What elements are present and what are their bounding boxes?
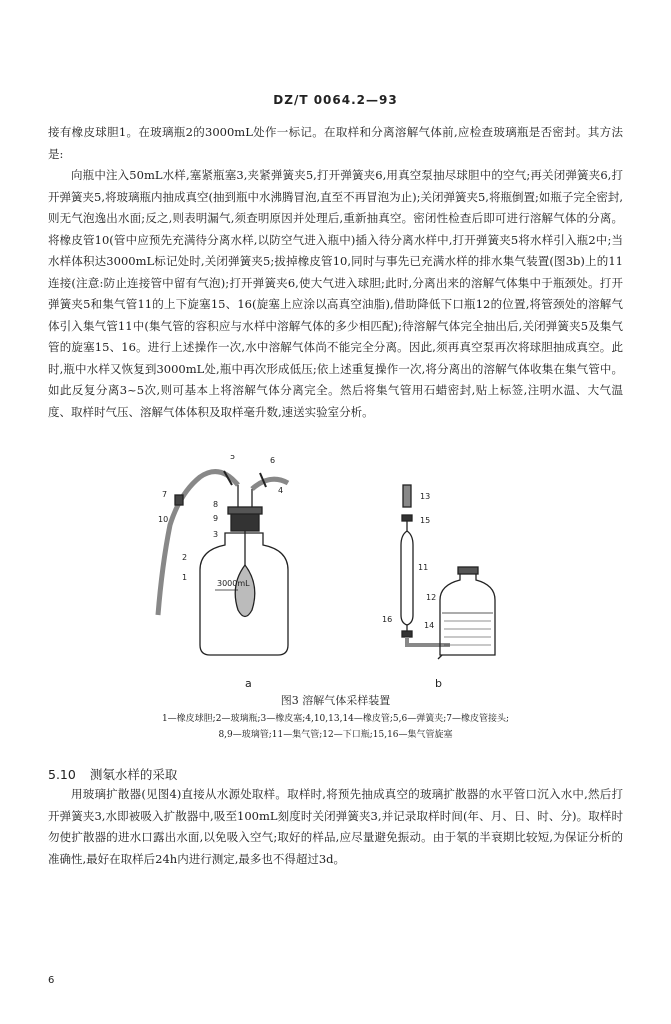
subfigure-b-label: b: [435, 677, 442, 690]
tube-joint-7: [175, 495, 183, 505]
rubber-tube-14: [407, 637, 450, 645]
stopcock-16: [402, 631, 412, 637]
apparatus-a: [158, 471, 288, 655]
callout-5: 5: [230, 455, 236, 461]
rubber-stopper-3: [231, 513, 259, 531]
callout-6: 6: [270, 456, 276, 465]
callout-12: 12: [426, 593, 437, 602]
callout-16: 16: [382, 615, 393, 624]
upper-text-block: [48, 122, 623, 423]
callout-13: 13: [420, 492, 431, 501]
section-heading: [48, 765, 177, 783]
figure-legend-line2: 8,9—玻璃管;11—集气管;12—下口瓶;15,16—集气管旋塞: [218, 730, 453, 740]
callout-15: 15: [420, 516, 431, 525]
callout-3: 3: [213, 530, 219, 539]
callout-1: 1: [182, 573, 188, 582]
apparatus-b: [401, 485, 495, 659]
callout-2: 2: [182, 553, 188, 562]
page-header: DZ/T 0064.2—93: [273, 93, 398, 107]
section-title: 测氡水样的采取: [89, 767, 178, 782]
callout-11: 11: [418, 563, 429, 572]
lower-outlet-bottle-12: [440, 573, 495, 655]
paragraph-procedure: 向瓶中注入50mL水样,塞紧瓶塞3,夹紧弹簧夹5,打开弹簧夹6,用真空泵抽尽球胆中的空气;再关闭弹簧夹6,打开弹簧夹5,将玻璃瓶内抽成真空(抽到瓶中水沸腾冒泡,直至不再冒泡为止);关闭弹簧夹5,将瓶倒置;如瓶子完全密封,则无气泡逸出水面;反之,则表明漏气,须查明原因并处理后,重新抽真空。密闭性检查后即可进行溶解气体的分离。将橡皮管10(管中应预先充满待分离水样,以防空气进入瓶中)插入待分离水样中,打开弹簧夹5将水样引入瓶2中;当水样体积达3000mL标记处时,关闭弹簧夹5;拔掉橡皮管10,同时与事先已充满水样的排水集气装置(图3b)上的11连接(注意:防止连接管中留有气泡);打开弹簧夹6,使大气进入球胆;此时,分离出来的溶解气体集中于瓶颈处。打开弹簧夹5和集气管11的上下旋塞15、16(旋塞上应涂以高真空油脂),借助降低下口瓶12的位置,将管颈处的溶解气体引入集气管11中(集气管的容积应与水样中溶解气体的多少相匹配);待溶解气体完全抽出后,关闭弹簧夹5及集气管的旋塞15、16。进行上述操作一次,水中溶解气体尚不能完全分离。因此,须再真空泵再次将球胆抽成真空。此时,瓶中水样又恢复到3000mL处,瓶中再次形成低压;依上述重复操作一次,将分离出的溶解气体收集在集气管中。如此反复分离3~5次,则可基本上将溶解气体分离完全。然后将集气管用石蜡密封,贴上标签,注明水温、大气温度、取样时气压、溶解气体体积及取样毫升数,速送实验室分析。: [48, 168, 623, 419]
paragraph-radon: 用玻璃扩散器(见图4)直接从水源处取样。取样时,将预先抽成真空的玻璃扩散器的水平管口沉入水中,然后打开弹簧夹3,水即被吸入扩散器中,吸至100mL刻度时关闭弹簧夹3,并记录取样时间(年、月、日、时、分)。取样时勿使扩散器的进水口露出水面,以免吸入空气;取好的样品,应尽量避免振动。由于氡的半衰期比较短,为保证分析的准确性,最好在取样后24h内进行测定,最多也不得超过3d。: [48, 787, 623, 866]
callout-4: 4: [278, 486, 284, 495]
gas-tube-11: [401, 521, 407, 635]
stopcock-15: [402, 515, 412, 521]
figure-caption: 图3 溶解气体采样装置: [280, 694, 391, 707]
mark-3000ml: 3000mL: [217, 579, 250, 588]
lower-text-block: [48, 784, 623, 870]
section-number: 5.10: [48, 767, 76, 782]
rubber-tube-13: [403, 485, 411, 507]
callout-8: 8: [213, 500, 219, 509]
callout-14: 14: [424, 621, 435, 630]
callout-7: 7: [162, 490, 168, 499]
paragraph-intro: 接有橡皮球胆1。在玻璃瓶2的3000mL处作一标记。在取样和分离溶解气体前,应检查玻璃瓶是否密封。其方法是:: [48, 125, 623, 161]
callout-9: 9: [213, 514, 219, 523]
subfigure-a-label: a: [245, 677, 252, 690]
figure-3: [120, 455, 540, 695]
rubber-tube-10: [158, 472, 238, 615]
stopper-cap: [228, 507, 262, 514]
callouts-b: [382, 492, 436, 630]
apparatus-diagram: [120, 455, 540, 695]
rubber-bladder-1: [235, 565, 255, 617]
callout-10: 10: [158, 515, 169, 524]
figure-legend-line1: 1—橡皮球胆;2—玻璃瓶;3—橡皮塞;4,10,13,14—橡皮管;5,6—弹簧夹;7—橡皮管接头;: [161, 714, 510, 724]
page-number: 6: [48, 975, 55, 986]
